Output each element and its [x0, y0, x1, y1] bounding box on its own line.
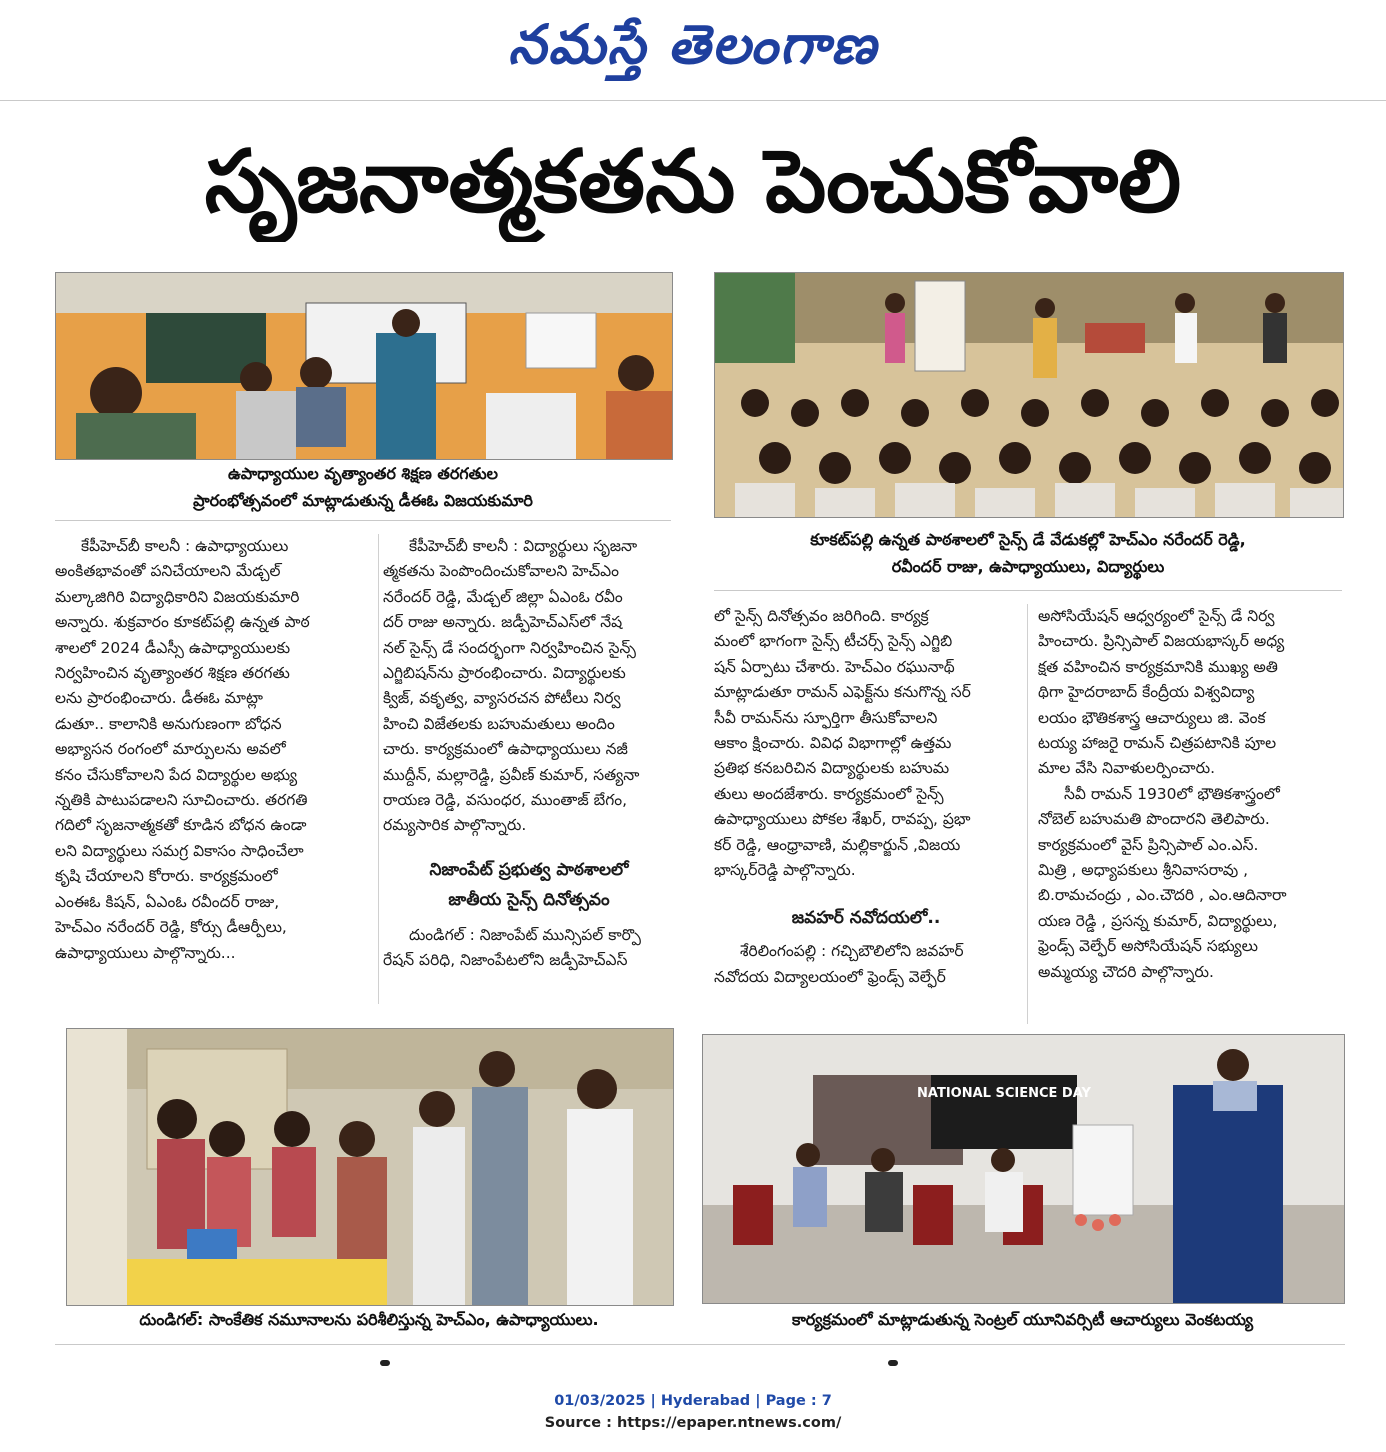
caption-divider	[55, 520, 671, 521]
assembly-photo-caption	[714, 526, 1342, 580]
section-divider	[55, 1344, 1345, 1345]
article-line: నోబెల్ బహుమతి పొందారని తెలిపారు.	[1038, 810, 1270, 829]
article-line: మిత్రి , అధ్యాపకులు శ్రీనివాసరావు ,	[1038, 861, 1249, 880]
article-line: తులు అందజేశారు. కార్యక్రమంలో సైన్స్	[714, 784, 944, 803]
caption-line: రవీందర్ రాజు, ఉపాధ్యాయులు, విద్యార్థులు	[891, 557, 1165, 576]
article-line: కేపీహెచ్‌బీ కాలనీ : ఉపాధ్యాయులు	[81, 537, 289, 555]
cropped-text-fragment	[380, 1360, 390, 1366]
article-line: లను ప్రారంభించారు. డీఈఓ మాట్లా	[55, 689, 263, 708]
article-line: క్షత వహించిన కార్యక్రమానికి ముఖ్య అతి	[1038, 657, 1278, 676]
article-line: టయ్య హాజరై రామన్ చిత్రపటానికి పూల	[1038, 734, 1277, 753]
article-line: హెచ్‌ఎం నరేందర్ రెడ్డి, కోర్సు డీఆర్పీలు,	[55, 918, 287, 937]
article-line: దర్ రాజు అన్నారు. జడ్పీహెచ్‌ఎస్‌లో నేష	[383, 613, 623, 632]
caption-line: ప్రారంభోత్సవంలో మాట్లాడుతున్న డీఈఓ విజయకుమారి	[193, 491, 533, 510]
footer-source-link[interactable]: Source : https://epaper.ntnews.com/	[544, 1415, 842, 1431]
newspaper-masthead: నమస్తే తెలంగాణ	[508, 12, 878, 76]
article-line: ఉపాధ్యాయులు పోకల శేఖర్, రావప్ప, ప్రభా	[714, 810, 971, 829]
article-subheading: నిజాంపేట్ ప్రభుత్వ పాఠశాలలో	[429, 859, 629, 880]
article-line: చారు. కార్యక్రమంలో ఉపాధ్యాయులు నజీ	[383, 740, 628, 759]
caption-line: దుండిగల్: సాంకేతిక నమూనాలను పరిశీలిస్తున్న హెచ్‌ఎం, ఉపాధ్యాయులు.	[139, 1310, 599, 1329]
article-line: న్నతికి పాటుపడాలని సూచించారు. తరగతి	[55, 791, 308, 810]
article-line: బి.రామచంద్రు , ఎం.చౌదరి , ఎం.ఆదినారా	[1038, 886, 1287, 905]
article-line: అంకితభావంతో పనిచేయాలని మేడ్చల్	[55, 562, 281, 581]
science-day-banner: NATIONAL SCIENCE DAY	[917, 1086, 1091, 1101]
article-column-4	[1038, 604, 1342, 985]
caption-line: కూకట్‌పల్లి ఉన్నత పాఠశాలలో సైన్స్ డే వేడుకల్లో హెచ్‌ఎం నరేందర్ రెడ్డి,	[810, 530, 1246, 549]
exhibition-photo	[66, 1028, 674, 1306]
exhibition-photo-caption	[66, 1306, 672, 1333]
article-line: భాస్కర్‌రెడ్డి పాల్గొన్నారు.	[714, 861, 856, 880]
article-line: త్మకతను పెంపొందించుకోవాలని హెచ్‌ఎం	[383, 562, 619, 581]
article-line: ముద్దీన్, మల్లారెడ్డి, ప్రవీణ్ కుమార్, సత్యనా	[383, 765, 640, 784]
article-line: రాయణ రెడ్డి, వసుంధర, ముంతాజ్ బేగం,	[383, 791, 628, 810]
stage-photo	[702, 1034, 1345, 1304]
article-line: నల్ సైన్స్ డే సందర్భంగా నిర్వహించిన సైన్స్	[383, 638, 636, 657]
article-line: లని విద్యార్థులు సమగ్ర వికాసం సాధించేలా	[55, 841, 304, 860]
assembly-photo	[714, 272, 1344, 518]
article-line: ఉపాధ్యాయులు పాల్గొన్నారు...	[55, 943, 236, 962]
caption-divider	[714, 590, 1342, 591]
article-line: గదిలో సృజనాత్మకతో కూడిన బోధన ఉండా	[55, 816, 307, 835]
article-line: శేరిలింగంపల్లి : గచ్చిబౌలిలోని జవహర్	[740, 942, 964, 961]
article-line: లయం భౌతికశాస్త్ర ఆచార్యులు జి. వెంక	[1038, 708, 1266, 727]
article-line: కనం చేసుకోవాలని పేద విద్యార్థుల అభ్యు	[55, 765, 298, 784]
article-line: మంలో భాగంగా సైన్స్ టీచర్స్ సైన్స్ ఎగ్జిబి	[714, 632, 953, 651]
cropped-text-fragment	[888, 1360, 898, 1366]
article-line: ఎంఈఓ కిషన్, ఏఎంఓ రవీందర్ రాజు,	[55, 892, 280, 911]
article-line: మాట్లాడుతూ రామన్ ఎఫెక్ట్‌ను కనుగొన్న సర్	[714, 683, 971, 702]
article-line: షన్ ఏర్పాటు చేశారు. హెచ్‌ఎం రఘునాథ్	[714, 657, 955, 676]
article-column-2	[383, 534, 675, 974]
article-line: క్విజ్, వకృత్వ, వ్యాసరచన పోటీలు నిర్వ	[383, 689, 621, 708]
article-line: లో సైన్స్ దినోత్సవం జరిగింది. కార్యక్ర	[714, 607, 929, 625]
article-subheading: జాతీయ సైన్స్ దినోత్సవం	[448, 889, 610, 910]
article-column-1	[55, 534, 373, 966]
article-line: సీవీ రామన్ 1930లో భౌతికశాస్త్రంలో	[1064, 784, 1280, 803]
classroom-photo	[55, 272, 673, 460]
article-line: యణ రెడ్డి , ప్రసన్న కుమార్, విద్యార్థులు,	[1038, 911, 1278, 930]
article-line: అన్నారు. శుక్రవారం కూకట్‌పల్లి ఉన్నత పాఠ	[55, 613, 310, 632]
article-column-3	[714, 604, 1018, 990]
article-line: అసోసియేషన్ ఆధ్వర్యంలో సైన్స్ డే నిర్వ	[1038, 607, 1275, 625]
classroom-photo-caption	[55, 460, 671, 514]
article-subheading: జవహర్ నవోదయలో..	[791, 908, 941, 929]
article-line: నిర్వహించిన వృత్యాంతర శిక్షణ తరగతు	[55, 664, 290, 683]
article-line: మల్కాజిగిరి విద్యాధికారిని విజయకుమారి	[55, 587, 300, 606]
article-line: మాల వేసి నివాళులర్పించారు.	[1038, 759, 1216, 778]
article-line: కర్ రెడ్డి, ఆంధ్రావాణి, మల్లికార్జున్ ,విజయ	[714, 835, 961, 854]
article-line: థిగా హైదరాబాద్ కేంద్రీయ విశ్వవిద్యా	[1038, 683, 1255, 702]
column-divider	[378, 534, 379, 1004]
stage-photo-caption	[702, 1306, 1343, 1333]
article-line: ప్రతిభ కనబరిచిన విద్యార్థులకు బహుమ	[714, 759, 950, 778]
masthead-divider	[0, 100, 1386, 101]
column-divider	[1027, 604, 1028, 1024]
article-line: అభ్యాసన రంగంలో మార్పులను అవలో	[55, 740, 286, 759]
footer-edition-info: 01/03/2025 | Hyderabad | Page : 7	[554, 1393, 832, 1409]
article-line: హించి విజేతలకు బహుమతులు అందిం	[383, 714, 615, 733]
article-line: డుతూ.. కాలానికి అనుగుణంగా బోధన	[55, 714, 282, 733]
article-line: నరేందర్ రెడ్డి, మేడ్చల్ జిల్లా ఏఎంఓ రవీం	[383, 587, 623, 606]
article-line: రమ్యసారిక పాల్గొన్నారు.	[383, 816, 527, 835]
article-line: ఫ్రెండ్స్ వెల్ఫేర్ అసోసియేషన్ సభ్యులు	[1038, 937, 1259, 956]
article-line: దుండిగల్ : నిజాంపేట్ మున్సిపల్ కార్పొ	[409, 925, 641, 944]
page-headline: సృజనాత్మకతను పెంచుకోవాలి	[204, 132, 1182, 232]
article-line: శాలలో 2024 డీఎస్సీ ఉపాధ్యాయులకు	[55, 638, 291, 657]
article-line: ఎగ్జిబిషన్‌ను ప్రారంభించారు. విద్యార్థులకు	[383, 664, 626, 683]
article-line: హించారు. ప్రిన్సిపాల్ విజయభాస్కర్ అధ్య	[1038, 632, 1285, 651]
article-line: ఆకాం క్షించారు. వివిధ విభాగాల్లో ఉత్తమ	[714, 734, 952, 753]
article-line: అమ్మయ్య చౌదరి పాల్గొన్నారు.	[1038, 962, 1214, 981]
article-line: కేపీహెచ్‌బీ కాలనీ : విద్యార్థులు సృజనా	[409, 537, 638, 555]
article-line: రేషన్ పరిధి, నిజాంపేటలోని జడ్పీహెచ్‌ఎస్	[383, 951, 628, 970]
page-footer	[0, 1390, 1386, 1434]
article-line: నవోదయ విద్యాలయంలో ఫ్రెండ్స్ వెల్ఫేర్	[714, 967, 946, 986]
caption-line: కార్యక్రమంలో మాట్లాడుతున్న సెంట్రల్ యూనివర్సిటీ ఆచార్యులు వెంకటయ్య	[791, 1310, 1254, 1329]
article-line: సీవీ రామన్‌ను స్ఫూర్తిగా తీసుకోవాలని	[714, 708, 938, 727]
article-line: కార్యక్రమంలో వైస్ ప్రిన్సిపాల్ ఎం.ఎస్.	[1038, 835, 1259, 854]
caption-line: ఉపాధ్యాయుల వృత్యాంతర శిక్షణ తరగతుల	[228, 464, 498, 483]
article-line: కృషి చేయాలని కోరారు. కార్యక్రమంలో	[55, 867, 278, 886]
